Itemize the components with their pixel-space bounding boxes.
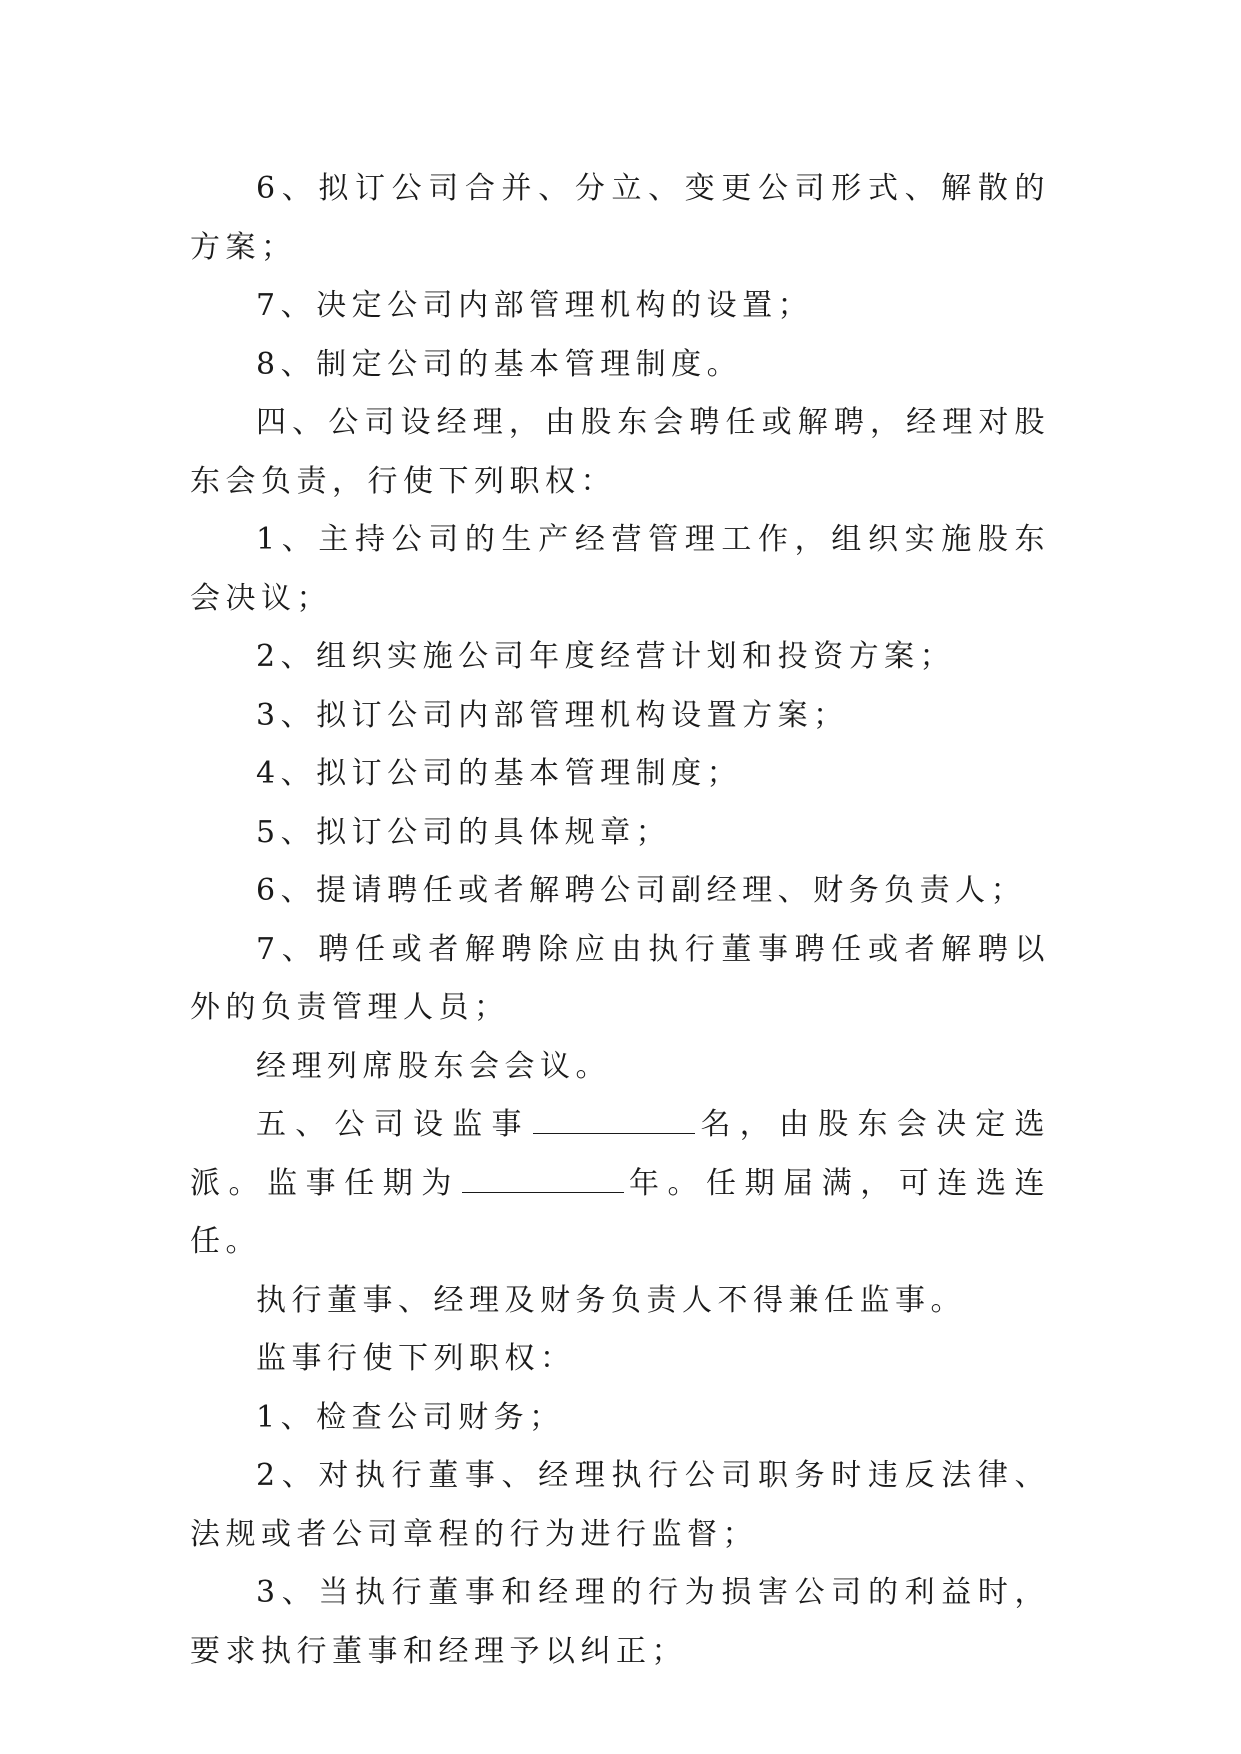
supervisor-term-blank [462, 1166, 624, 1193]
paragraph-supervisor-restriction: 执行董事、经理及财务负责人不得兼任监事。 [256, 1282, 966, 1318]
paragraph-item-8-management-system: 8、制定公司的基本管理制度。 [256, 346, 743, 382]
paragraph-manager-duty-4: 4、拟订公司的基本管理制度； [256, 756, 743, 791]
supervisor-count-blank [533, 1107, 695, 1134]
paragraph-section-4-manager: 四、公司设经理，由股东会聘任或解聘，经理对股东会负责，行使下列职权： [190, 405, 1050, 499]
paragraph-manager-attendance: 经理列席股东会会议。 [256, 1048, 611, 1084]
paragraph-manager-duty-2: 2、组织实施公司年度经营计划和投资方案； [256, 639, 956, 674]
paragraph-section-5-supervisor [190, 1096, 1050, 1272]
paragraph-manager-duty-5: 5、拟订公司的具体规章； [256, 814, 672, 850]
supervisor-text-part3: 年。任期届满，可连选连任。 [190, 1165, 1051, 1259]
paragraph-supervisor-power-1: 1、检查公司财务； [256, 1399, 565, 1435]
paragraph-manager-duty-7: 7、聘任或者解聘除应由执行董事聘任或者解聘以外的负责管理人员； [190, 931, 1050, 1025]
document-body [190, 160, 1050, 1681]
paragraph-supervisor-power-3: 3、当执行董事和经理的行为损害公司的利益时，要求执行董事和经理予以纠正； [190, 1575, 1050, 1669]
paragraph-item-6-merger: 6、拟订公司合并、分立、变更公司形式、解散的方案； [190, 171, 1050, 265]
paragraph-supervisor-powers-intro: 监事行使下列职权： [256, 1341, 576, 1376]
paragraph-manager-duty-6: 6、提请聘任或者解聘公司副经理、财务负责人； [256, 873, 1027, 908]
paragraph-manager-duty-1: 1、主持公司的生产经营管理工作，组织实施股东会决议； [190, 522, 1050, 616]
paragraph-supervisor-power-2: 2、对执行董事、经理执行公司职务时违反法律、法规或者公司章程的行为进行监督； [190, 1458, 1050, 1552]
supervisor-text-part1: 五、公司设监事 [256, 1107, 531, 1142]
supervisor-text-part2: 名，由股东会决定选派。监事任期为 [190, 1107, 1050, 1201]
paragraph-item-7-internal-structure: 7、决定公司内部管理机构的设置； [256, 288, 814, 323]
paragraph-manager-duty-3: 3、拟订公司内部管理机构设置方案； [256, 697, 849, 733]
